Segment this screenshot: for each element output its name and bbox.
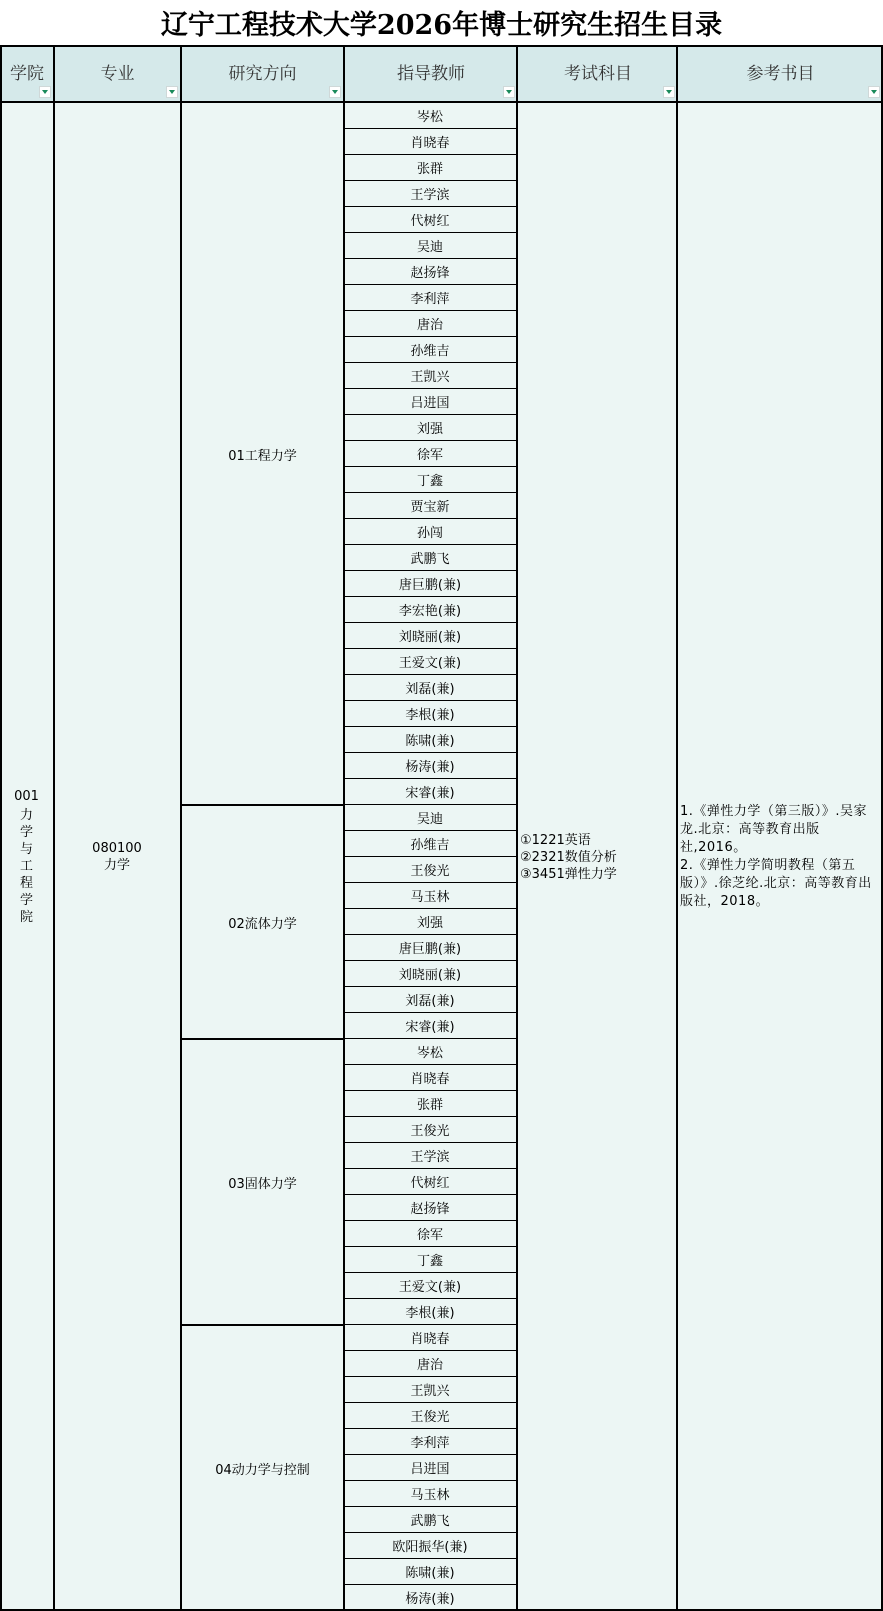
supervisor-row [344,649,516,675]
supervisor-name: 王俊光 [410,1410,450,1425]
supervisor-row [344,233,516,259]
supervisor-row [344,779,516,805]
column-header [54,45,181,103]
supervisor-row [344,1091,516,1117]
supervisor-row [344,961,516,987]
research-direction-cell [182,103,343,805]
supervisor-row [344,1169,516,1195]
college-name: 力学与工程学院 [19,808,33,925]
supervisor-row [344,285,516,311]
column-header [0,45,54,103]
supervisor-row [344,1195,516,1221]
supervisor-name: 代树红 [410,1176,450,1191]
column-header-label: 专业 [100,63,135,84]
column-header [678,45,883,103]
supervisor-row [344,415,516,441]
supervisor-name: 刘晓丽(兼) [398,968,462,983]
supervisor-name: 王爱文(兼) [398,1280,462,1295]
supervisor-name: 刘磊(兼) [405,994,455,1009]
supervisor-row [344,467,516,493]
supervisor-row [344,935,516,961]
supervisor-row [344,597,516,623]
supervisor-row [344,1143,516,1169]
supervisor-name: 唐巨鹏(兼) [398,942,462,957]
supervisor-row [344,129,516,155]
column-header [344,45,518,103]
column-header [518,45,678,103]
supervisor-name: 武鹏飞 [410,552,450,567]
supervisor-row [344,805,516,831]
supervisor-row [344,753,516,779]
supervisor-row [344,1455,516,1481]
column-header-label: 研究方向 [228,63,297,84]
supervisor-name: 李利萍 [410,292,450,307]
supervisor-name: 徐军 [416,448,443,463]
supervisor-name: 吴迪 [416,240,443,255]
admission-table [0,45,883,1611]
supervisor-row [344,389,516,415]
supervisor-name: 赵扬锋 [410,1202,450,1217]
filter-dropdown-icon[interactable] [868,86,880,98]
reference-book: 1.《弹性力学（第三版）》.吴家龙.北京：高等教育出版社,2016。 [680,804,868,855]
supervisor-name: 唐治 [416,1358,443,1373]
supervisor-row [344,337,516,363]
supervisor-name: 刘磊(兼) [405,682,455,697]
supervisor-name: 吕进国 [410,396,450,411]
supervisor-row [344,1351,516,1377]
supervisor-name: 唐巨鹏(兼) [398,578,462,593]
supervisor-name: 肖晓春 [410,1072,450,1087]
supervisor-row [344,883,516,909]
supervisor-name: 李根(兼) [405,1306,455,1321]
supervisor-name: 丁鑫 [416,474,443,489]
supervisor-name: 杨涛(兼) [405,760,455,775]
supervisor-name: 代树红 [410,214,450,229]
supervisor-name: 欧阳振华(兼) [392,1540,468,1555]
supervisor-name: 肖晓春 [410,1332,450,1347]
column-header-label: 学院 [10,63,44,84]
supervisor-name: 岑松 [416,1046,443,1061]
supervisor-name: 王俊光 [410,864,450,879]
supervisor-row [344,623,516,649]
supervisor-row [344,259,516,285]
supervisor-name: 孙维吉 [410,344,450,359]
supervisor-row [344,1247,516,1273]
reference-books-cell [678,103,883,1611]
supervisor-name: 李根(兼) [405,708,455,723]
supervisor-row [344,1559,516,1585]
supervisor-row [344,1585,516,1611]
supervisor-name: 王爱文(兼) [398,656,462,671]
supervisor-name: 王学滨 [410,1150,450,1165]
supervisor-name: 刘晓丽(兼) [398,630,462,645]
supervisor-name: 王学滨 [410,188,450,203]
supervisor-name: 陈啸(兼) [405,1566,455,1581]
filter-dropdown-icon[interactable] [503,86,515,98]
supervisor-name: 吴迪 [416,812,443,827]
supervisor-name: 武鹏飞 [410,1514,450,1529]
supervisor-row [344,207,516,233]
supervisor-name: 张群 [416,162,443,177]
filter-dropdown-icon[interactable] [663,86,675,98]
reference-book: 2.《弹性力学简明教程（第五版）》.徐芝纶.北京：高等教育出版社，2018。 [680,858,872,909]
supervisor-name: 赵扬锋 [410,266,450,281]
supervisor-row [344,519,516,545]
supervisor-name: 吕进国 [410,1462,450,1477]
page-title: 辽宁工程技术大学2026年博士研究生招生目录 [0,0,883,45]
supervisor-row [344,831,516,857]
supervisor-name: 徐军 [416,1228,443,1243]
research-direction-name: 02流体力学 [228,916,297,932]
supervisor-row [344,675,516,701]
supervisor-name: 马玉林 [410,890,450,905]
major-code: 080100 [92,841,142,856]
supervisor-name: 王凯兴 [410,1384,450,1399]
research-direction-name: 04动力学与控制 [215,1462,310,1478]
supervisor-row [344,701,516,727]
supervisor-name: 岑松 [416,110,443,125]
supervisor-name: 丁鑫 [416,1254,443,1269]
supervisor-row [344,181,516,207]
supervisor-row [344,441,516,467]
supervisor-row [344,1273,516,1299]
supervisor-row [344,1039,516,1065]
supervisor-name: 肖晓春 [410,136,450,151]
filter-dropdown-icon[interactable] [39,86,51,98]
supervisor-row [344,545,516,571]
supervisor-row [344,1507,516,1533]
exam-subject: ③3451弹性力学 [520,866,617,882]
research-direction-cell [182,805,343,1039]
column-header-label: 考试科目 [564,63,632,84]
major-cell [54,103,180,1611]
supervisor-row [344,727,516,753]
research-direction-name: 03固体力学 [228,1176,297,1192]
supervisor-row [344,1403,516,1429]
supervisor-row [344,1429,516,1455]
supervisor-row [344,1481,516,1507]
supervisor-row [344,1013,516,1039]
supervisor-row [344,155,516,181]
supervisor-row [344,571,516,597]
supervisor-name: 宋睿(兼) [405,786,455,801]
supervisor-name: 孙维吉 [410,838,450,853]
supervisor-row [344,363,516,389]
filter-dropdown-icon[interactable] [166,86,178,98]
supervisor-row [344,987,516,1013]
supervisor-name: 刘强 [416,916,443,931]
supervisor-name: 孙闯 [416,526,443,541]
column-header-label: 参考书目 [746,63,815,84]
college-cell [0,103,53,1611]
supervisor-name: 杨涛(兼) [405,1592,455,1607]
supervisor-row [344,857,516,883]
supervisor-name: 贾宝新 [410,500,450,515]
column-header-label: 指导教师 [397,63,465,84]
supervisor-name: 唐治 [416,318,443,333]
supervisor-row [344,909,516,935]
major-name: 力学 [103,858,130,873]
supervisor-name: 王凯兴 [410,370,450,385]
exam-subject: ②2321数值分析 [520,849,617,865]
supervisor-row [344,1221,516,1247]
supervisor-name: 刘强 [416,422,443,437]
supervisor-row [344,1533,516,1559]
exam-subject: ①1221英语 [520,832,591,848]
research-direction-name: 01工程力学 [228,448,297,464]
research-direction-cell [182,1325,343,1611]
exam-subjects-cell [518,103,676,1611]
supervisor-name: 李宏艳(兼) [398,604,462,619]
supervisor-row [344,1325,516,1351]
supervisor-row [344,1299,516,1325]
college-code: 001 [14,789,39,804]
supervisor-row [344,103,516,129]
supervisor-name: 陈啸(兼) [405,734,455,749]
supervisor-name: 马玉林 [410,1488,450,1503]
supervisor-row [344,1065,516,1091]
supervisor-name: 张群 [416,1098,443,1113]
filter-dropdown-icon[interactable] [329,86,341,98]
supervisor-row [344,311,516,337]
research-direction-cell [182,1039,343,1325]
column-header [181,45,344,103]
supervisor-name: 宋睿(兼) [405,1020,455,1035]
supervisor-row [344,1117,516,1143]
supervisor-name: 王俊光 [410,1124,450,1139]
supervisor-row [344,1377,516,1403]
supervisor-row [344,493,516,519]
supervisor-name: 李利萍 [410,1436,450,1451]
